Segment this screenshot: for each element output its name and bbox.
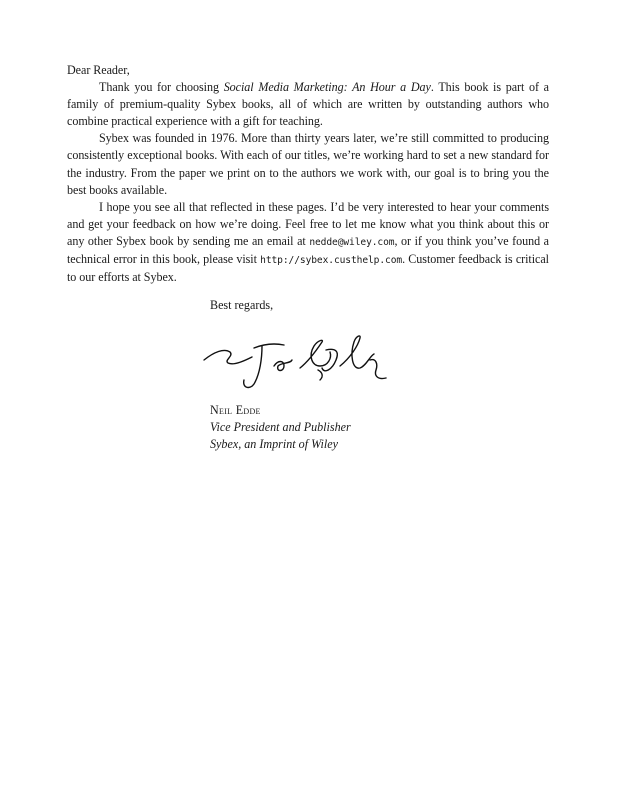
handwritten-signature (200, 330, 390, 392)
support-url: http://sybex.custhelp.com (260, 255, 403, 267)
paragraph-2: Sybex was founded in 1976. More than thirty years later, we’re still committed to producing consistently exceptional books. With each of our titles, we’re working hard to set a new standard for the industry. From the paper we print on to the authors we work with, our goal is to bring you the best books available. (67, 131, 549, 197)
paragraph-1 (67, 79, 549, 130)
p1-text-after: . This book is part of a family of premium-quality Sybex books, all of which are written by outstanding authors who combine practical experience with a gift for teaching. (67, 80, 549, 129)
salutation: Dear Reader, (67, 63, 130, 77)
signer-title: Vice President and Publisher (210, 420, 351, 435)
p3-text-2: , or if you think you’ve found a technical error in this book, please visit (67, 233, 549, 267)
book-title: Social Media Marketing: An Hour a Day (223, 80, 431, 95)
p1-text-before: Thank you for choosing (99, 80, 224, 95)
letter-body (67, 62, 549, 286)
p3-text-3: . Customer feedback is critical to our efforts at Sybex. (67, 252, 549, 285)
p3-text-1: I hope you see all that reflected in these pages. I’d be very interested to hear your comments and get your feedback on how we’re doing. Feel free to let me know what you think about this or any other Sybex book by sending me an email at (67, 199, 549, 248)
closing: Best regards, (210, 298, 274, 312)
signer-block (210, 402, 351, 453)
email-address: nedde@wiley.com (309, 236, 395, 248)
signer-company: Sybex, an Imprint of Wiley (210, 437, 338, 452)
paragraph-3 (67, 199, 549, 286)
signer-name: Neil Edde (210, 403, 261, 417)
